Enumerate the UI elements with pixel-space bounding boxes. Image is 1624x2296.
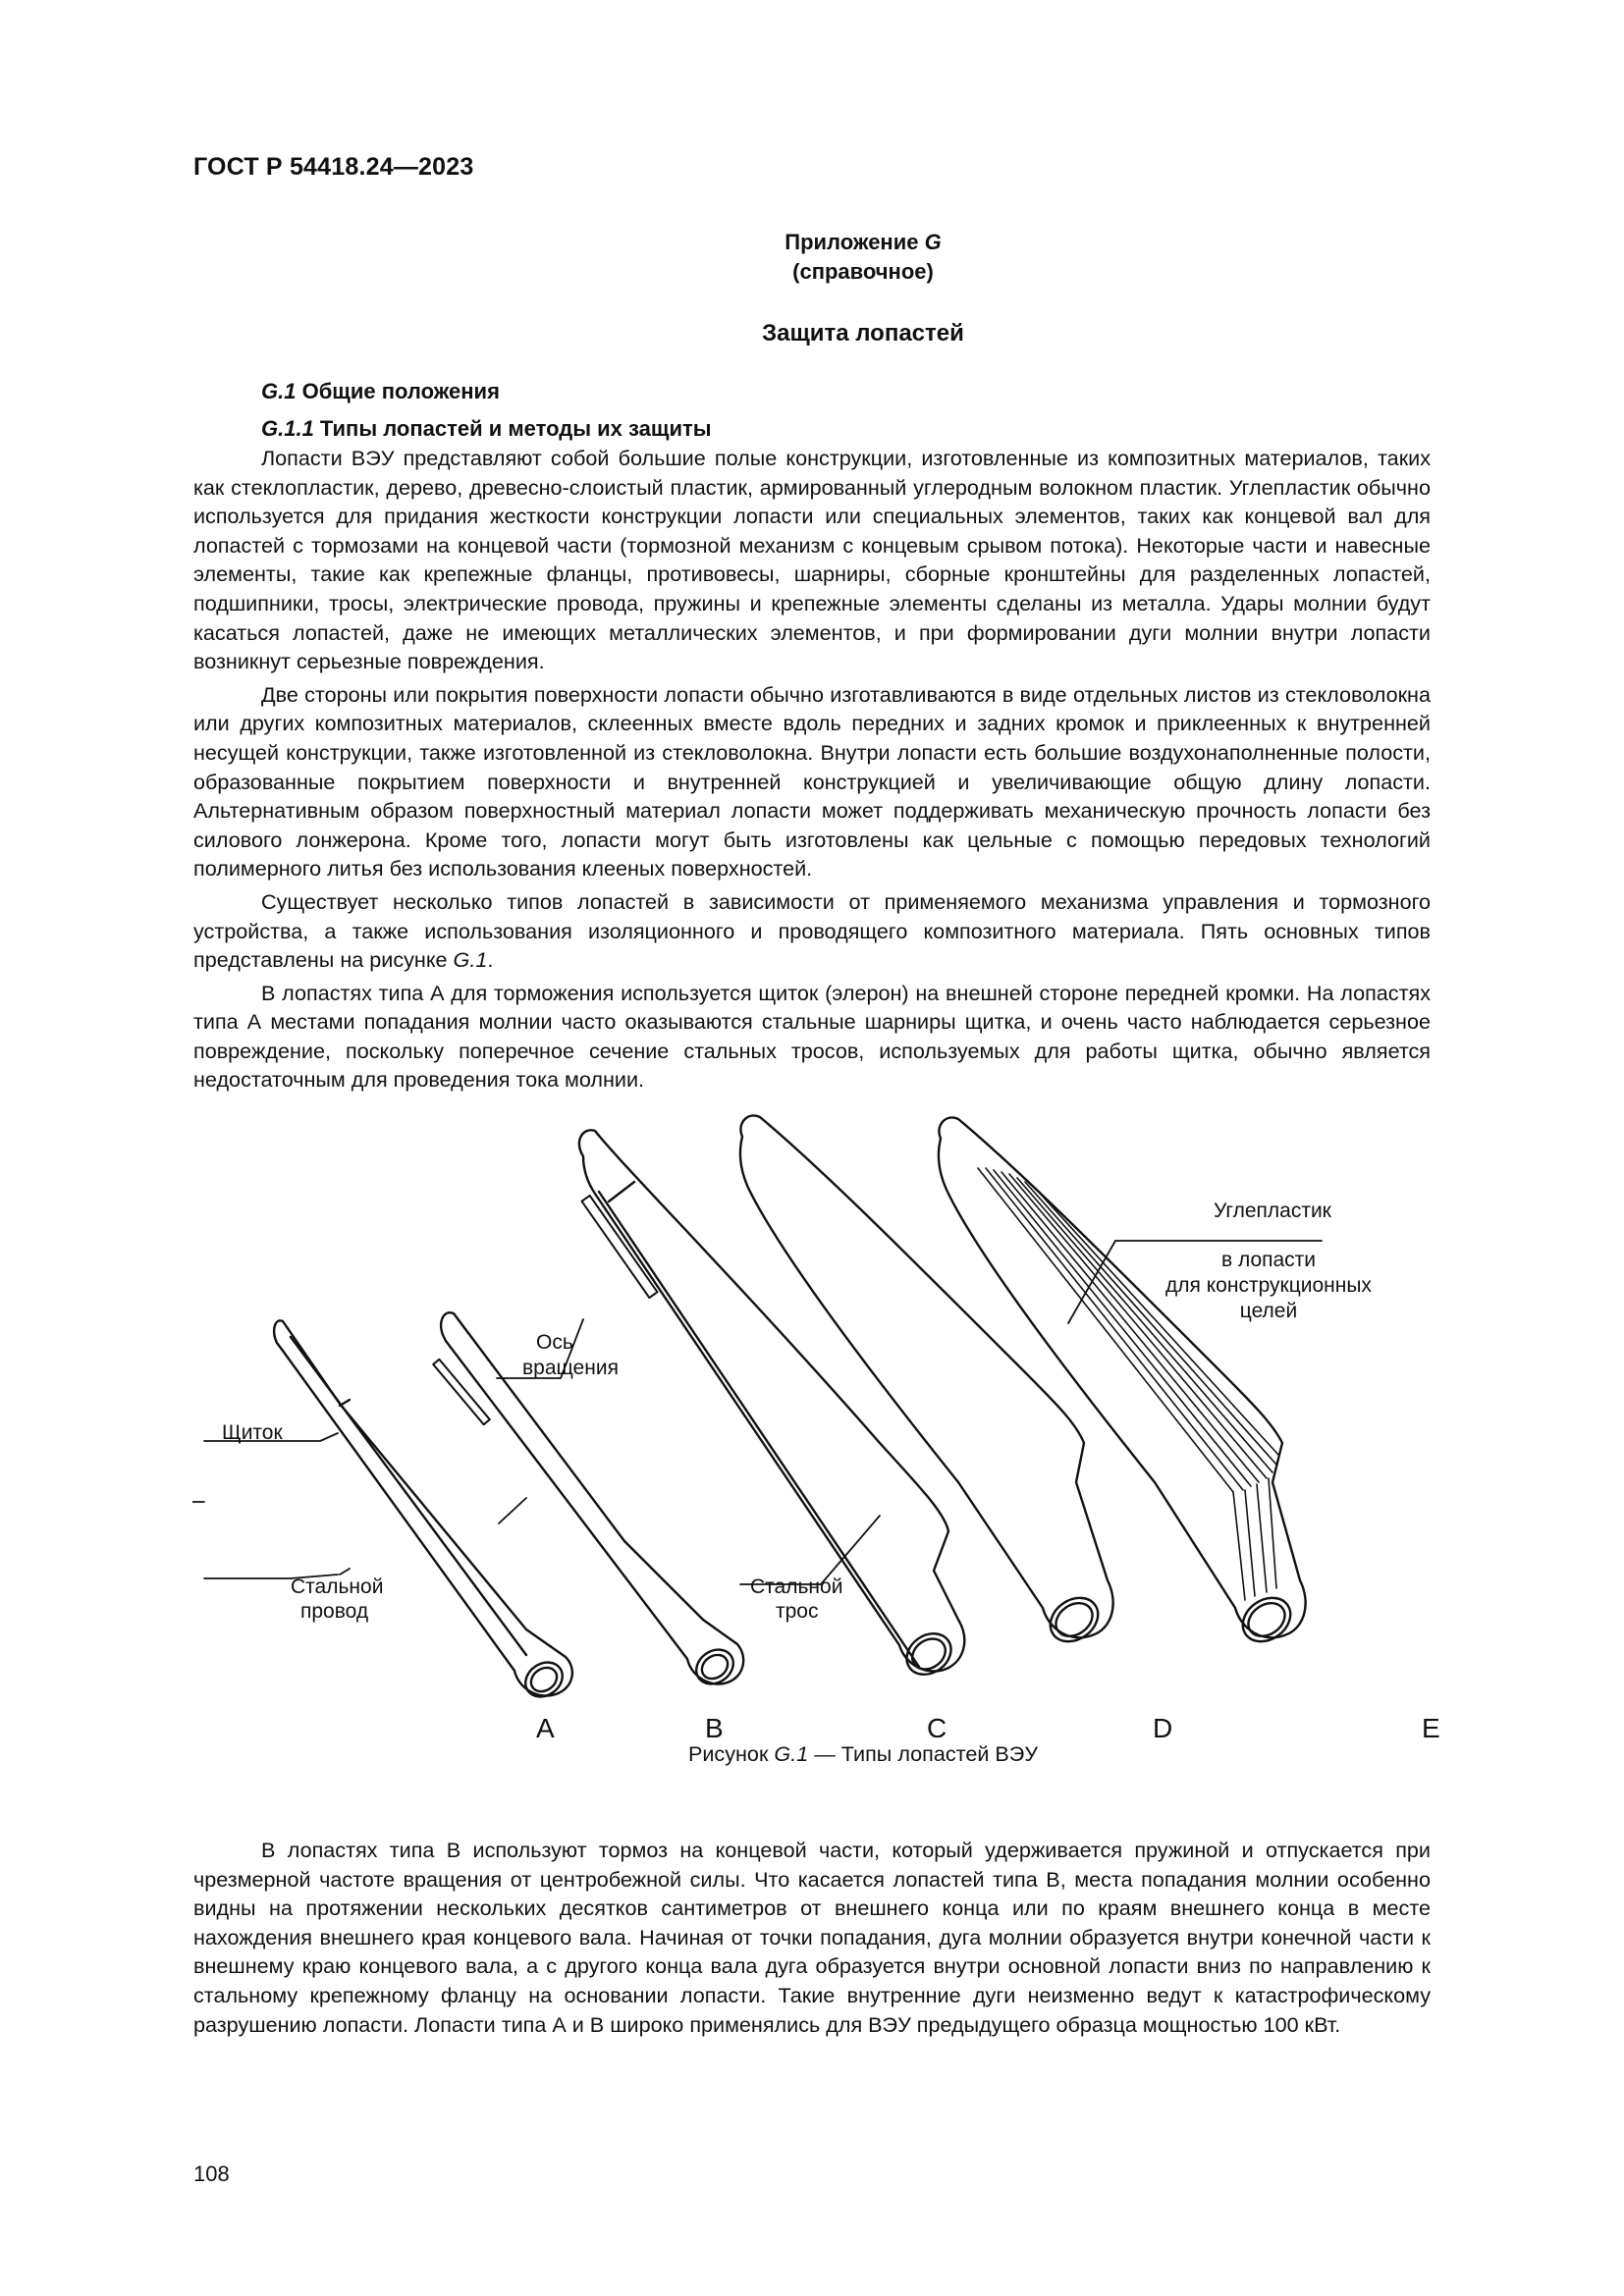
label-carbon-line2: для конструкционных [1165, 1274, 1372, 1297]
page-number: 108 [193, 2162, 230, 2186]
blade-letter-a: A [536, 1713, 555, 1737]
figure-blade-types [192, 1109, 1508, 1737]
paragraph: В лопастях типа B используют тормоз на концевой части, который удерживается пружиной и отпускается при чрезмерной частоте вращения от центробежной силы. Что касается лопастей типа B, места попадания молнии особенно видны на протяжении нескольких десятков сантиметров от внешнего конца или по краям внешнего конца в месте нахождения внешнего края концевого вала. Начиная от точки попадания, дуга молнии образуется внутри конечной части к внешнему краю концевого вала, а с другого конца вала дуга образуется внутри основной лопасти вниз по направлению к стальному крепежному фланцу на основании лопасти. Такие внутренние дуги неизменно ведут к катастрофическому разрушению лопасти. Лопасти типа А и B широко применялись для ВЭУ предыдущего образца мощностью 100 кВт. [193, 1838, 1431, 2037]
section-heading-g1: G.1 Общие положения [261, 379, 500, 403]
paragraph: Существует несколько типов лопастей в зависимости от применяемого механизма управления и тормозного устройства, а также использования изоляционного и проводящего композитного материала. Пять основных типов представлены на рисунке G.1. [193, 888, 1431, 973]
document-header: ГОСТ Р 54418.24—2023 [193, 153, 474, 181]
annex-kind: (справочное) [792, 259, 934, 284]
figure-caption: Рисунок G.1 — Типы лопастей ВЭУ [687, 1741, 1039, 1766]
label-steel-cable-line2: трос [776, 1600, 819, 1623]
blade-d [740, 1115, 1113, 1650]
section-heading-g11: G.1.1 Типы лопастей и методы их защиты [261, 416, 712, 441]
label-steel-wire-line1: Стальной [291, 1575, 384, 1598]
label-steel-cable-line1: Стальной [750, 1575, 843, 1598]
body-text-bottom [193, 1836, 1431, 2043]
blade-letter-c: C [927, 1713, 947, 1737]
paragraph: Лопасти ВЭУ представляют собой большие полые конструкции, изготовленные из композитных материалов, таких как стеклопластик, дерево, древесно-слоистый пластик, армированный углеродным волокном пластик. Углепластик обычно используется для придания жесткости конструкции лопасти или специальных элементов, таких как концевой вал для лопастей с тормозами на концевой части (тормозной механизм с концевым срывом потока). Некоторые части и навесные элементы, такие как крепежные фланцы, противовесы, шарниры, сборные кронштейны для разделенных лопастей, подшипники, тросы, электрические провода, пружины и крепежные элементы сделаны из металла. Удары молнии будут касаться лопастей, даже не имеющих металлических элементов, и при формировании дуги молнии внутри лопасти возникнут серьезные повреждения. [193, 446, 1431, 674]
label-carbon-line3: целей [1239, 1300, 1298, 1322]
blade-types-drawing [192, 1109, 1508, 1737]
label-carbon-line1: в лопасти [1220, 1249, 1317, 1271]
paragraph: В лопастях типа А для торможения используется щиток (элерон) на внешней стороне передней кромки. На лопастях типа А местами попадания молнии часто оказываются стальные шарниры щитка, и очень часто наблюдается серьезное повреждение, поскольку поперечное сечение стальных тросов, используемых для работы щитка, обычно является недостаточным для проведения тока молнии. [193, 980, 1431, 1093]
label-steel-wire-line2: провод [300, 1600, 369, 1623]
blade-e [939, 1117, 1306, 1650]
annex-heading [51, 228, 1624, 287]
annex-title-line: Приложение G [785, 230, 942, 254]
annex-title: Защита лопастей [762, 320, 964, 347]
blade-c [579, 1130, 964, 1682]
label-axis-line2: вращения [522, 1357, 619, 1379]
blade-letter-d: D [1153, 1713, 1173, 1737]
leader-lines [192, 1241, 1322, 1584]
annex-letter: G [924, 230, 942, 254]
label-carbon-title: Углепластик [1214, 1200, 1331, 1222]
blade-letter-e: E [1422, 1713, 1440, 1737]
label-flap: Щиток [222, 1421, 283, 1444]
label-axis-line1: Ось [536, 1331, 573, 1354]
body-text-top [193, 444, 1431, 1098]
paragraph: Две стороны или покрытия поверхности лопасти обычно изготавливаются в виде отдельных листов из стекловолокна или других композитных материалов, склеенных вместе вдоль передних и задних кромок и приклеенных к внутренней несущей конструкции, также изготовленной из стекловолокна. Внутри лопасти есть большие воздухонаполненные полости, образованные покрытием поверхности и внутренней конструкцией и увеличивающие общую длину лопасти. Альтернативным образом поверхностный материал лопасти может поддерживать механическую прочность лопасти без силового лонжерона. Кроме того, лопасти могут быть изготовлены как цельные с помощью передовых технологий полимерного литья без использования клееных поверхностей. [193, 681, 1431, 881]
blade-letter-b: B [705, 1713, 724, 1737]
